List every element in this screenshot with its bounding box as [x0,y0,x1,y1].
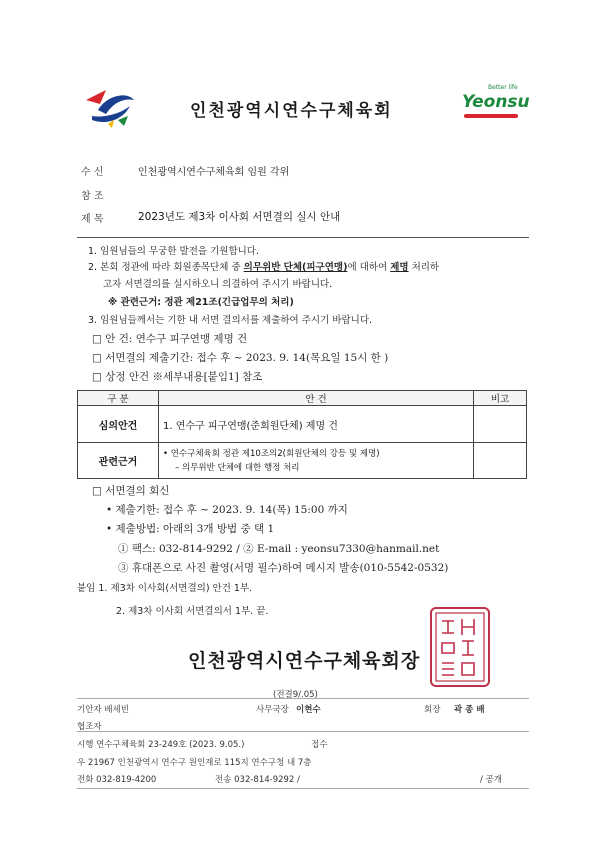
reply-method-1-2: ① 팩스: 032-814-9292 / ② E-mail : yeonsu7330@hanmail.net [118,543,440,555]
agenda-table [77,390,527,479]
body-item-2 [88,259,439,273]
president-name: 곽 종 배 [454,705,485,715]
to-label: 수 신 [81,167,104,178]
row-content: 1. 연수구 피구연맹(준회원단체) 제명 건 [159,406,474,443]
logo-word: Yeonsu [462,92,530,112]
body-item-2-line2: 고자 서면결의를 실시하오니 의결하여 주시기 바랍니다. [103,279,333,290]
signer-name: 인천광역시연수구체육회장 [188,650,421,672]
fax: 전송 032-814-9292 / [215,775,300,785]
attachment-2: 2. 제3차 이사회 서면결의서 1부. 끝. [116,606,269,617]
public-status: / 공개 [480,775,502,785]
address: 우 21967 인천광역시 연수구 원인재로 115지 연수구청 내 7층 [77,758,312,768]
body-item-2-e: 처리하 [408,262,440,273]
body-box-2: □ 서면결의 제출기간: 접수 후 ~ 2023. 9. 14(목요일 15시 한 ) [92,352,389,364]
body-item-2-d: 제명 [390,262,409,273]
table-row [78,406,527,443]
reply-method-3: ③ 휴대폰으로 사진 촬영(서명 필수)하여 메시지 발송(010-5542-0532) [118,562,449,574]
phone: 전화 032-819-4200 [77,775,157,785]
official-seal [430,607,490,687]
drafter: 기안자 배세빈 [77,705,129,715]
footer-divider-2 [77,731,529,732]
approval-note: (전결9/.05) [273,690,318,700]
enforcement: 시행 연수구체육회 23-249호 (2023. 9.05.) [77,740,245,750]
row-label: 관련근거 [78,443,159,479]
body-item-2-c: 에 대하여 [347,262,391,273]
agenda-header-category: 구 분 [78,391,159,406]
footer-divider-1 [77,698,529,699]
body-box-3: □ 상정 안건 ※세부내용[붙임1] 참조 [92,371,263,383]
reply-deadline: • 제출기한: 접수 후 ~ 2023. 9. 14(목) 15:00 까지 [106,504,348,516]
president-label: 회장 [424,705,441,715]
to-value: 인천광역시연수구체육회 임원 각위 [138,167,290,178]
row-content [159,443,474,479]
ref-label: 참 조 [81,191,104,202]
row-label: 심의안건 [78,406,159,443]
body-item-2-a: 2. 본회 정관에 따라 회원종목단체 중 [88,262,244,273]
body-item-2-b: 의무위반 단체(피구연맹) [243,262,348,273]
attachment-1: 붙임 1. 제3차 이사회(서면결의) 안건 1부. [77,583,253,594]
body-box-1: □ 안 건: 연수구 피구연맹 제명 건 [92,333,248,345]
agenda-header-row [78,391,527,406]
secretary-label: 사무국장 [256,705,289,715]
agenda-header-note: 비고 [474,391,527,406]
table-row [78,443,527,479]
yeonsu-logo [462,84,530,122]
subject-label: 제 목 [81,214,104,225]
receive-label: 접수 [311,740,328,750]
agenda-header-item: 안 건 [159,391,474,406]
secretary-name: 이현수 [296,705,321,715]
body-basis: ※ 관련근거: 정관 제21조(긴급업무의 처리) [108,297,294,308]
subject-value: 2023년도 제3차 이사회 서면결의 실시 안내 [138,211,341,223]
org-logo [78,80,140,132]
reply-method: • 제출방법: 아래의 3개 방법 중 택 1 [106,523,275,535]
footer-divider-3 [77,788,529,789]
logo-underline [464,114,518,118]
reply-title: □ 서면결의 회신 [92,485,170,497]
org-title: 인천광역시연수구체육회 [190,101,393,121]
body-item-3: 3. 임원님들께서는 기한 내 서면 결의서를 제출하여 주시기 바랍니다. [88,315,373,326]
row-note [474,443,527,479]
logo-tagline: Better life [488,84,518,91]
header-divider [77,237,529,238]
row-content-line-2: – 의무위반 단체에 대한 행정 처리 [175,462,300,473]
row-content-line-1: • 연수구체육회 정관 제10조의2(회원단체의 강등 및 제명) [163,448,380,459]
collaborator: 협조자 [77,722,102,732]
row-note [474,406,527,443]
body-item-1: 1. 임원님들의 무궁한 발전을 기원합니다. [88,246,259,257]
